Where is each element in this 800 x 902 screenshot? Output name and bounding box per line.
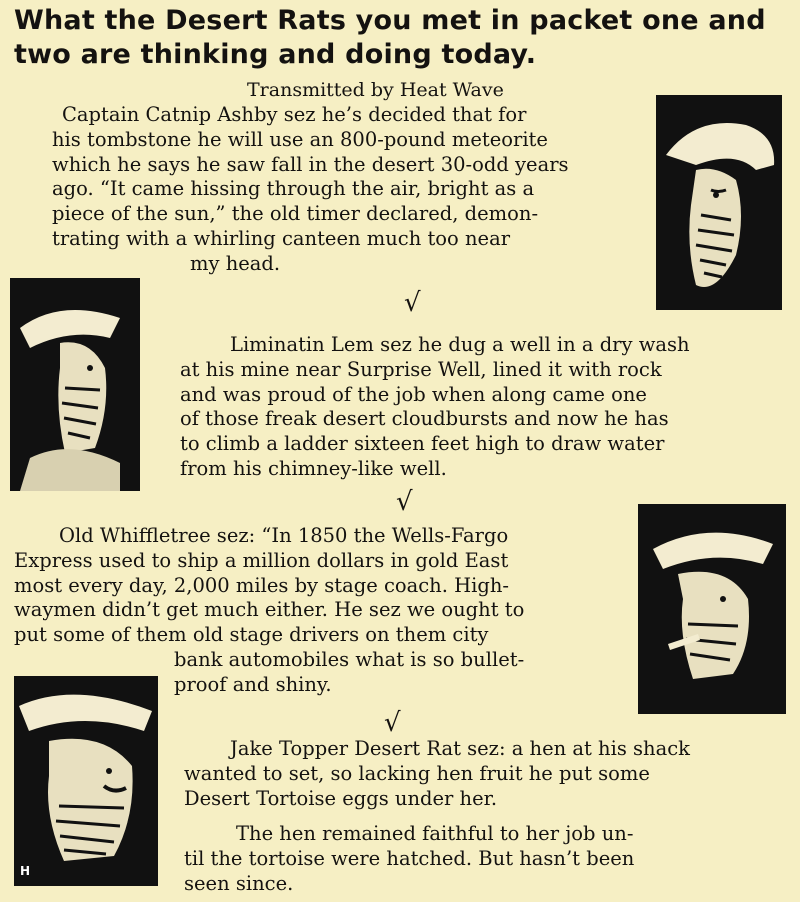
text-line: The hen remained faithful to her job un- <box>236 822 634 845</box>
text-line: wanted to set, so lacking hen fruit he put some <box>184 761 650 785</box>
text-line: proof and shiny. <box>174 672 332 696</box>
text-line: put some of them old stage drivers on them city <box>14 623 489 647</box>
headline: What the Desert Rats you met in packet one and two are thinking and doing today. <box>14 5 766 70</box>
text-line: which he says he saw fall in the desert 30-odd years <box>52 152 569 176</box>
text-line: from his chimney-like well. <box>180 456 447 480</box>
woodcut-portrait-topper <box>14 676 158 886</box>
monogram: H <box>20 864 31 878</box>
check-mark: √ <box>396 487 413 517</box>
text-line: Desert Tortoise eggs under her. <box>184 786 498 810</box>
text-line: Captain Catnip Ashby sez he’s decided that for <box>62 103 527 126</box>
paragraph-whiffletree <box>14 524 620 698</box>
woodcut-portrait-lem <box>10 278 140 491</box>
text-line: piece of the sun,” the old timer declared, demon- <box>52 202 539 226</box>
text-line: at his mine near Surprise Well, lined it with rock <box>180 357 662 381</box>
text-line: most every day, 2,000 miles by stage coach. High- <box>14 573 509 597</box>
woodcut-portrait-ashby <box>656 95 782 310</box>
text-line: seen since. <box>184 871 294 895</box>
woodcut-portrait-whiffletree <box>638 504 786 714</box>
paragraph-hen <box>184 822 734 896</box>
text-line: of those freak desert cloudbursts and now he has <box>180 407 669 431</box>
paragraph-ashby <box>52 103 650 277</box>
text-line: to climb a ladder sixteen feet high to draw water <box>180 432 665 456</box>
text-line: bank automobiles what is so bullet- <box>174 647 525 671</box>
text-line: and was proud of the job when along came one <box>180 382 647 406</box>
text-line: Express used to ship a million dollars in gold East <box>14 548 509 572</box>
text-line: my head. <box>190 251 281 275</box>
byline: Transmitted by Heat Wave <box>247 79 504 101</box>
text-line: trating with a whirling canteen much too near <box>52 226 511 250</box>
paragraph-lem <box>180 333 788 482</box>
text-line: waymen didn’t get much either. He sez we ought to <box>14 598 525 622</box>
text-line: his tombstone he will use an 800-pound meteorite <box>52 127 548 151</box>
text-line: Liminatin Lem sez he dug a well in a dry wash <box>230 333 690 356</box>
paragraph-topper <box>184 737 790 811</box>
text-line: Old Whiffletree sez: “In 1850 the Wells-Fargo <box>59 524 509 547</box>
text-line: Jake Topper Desert Rat sez: a hen at his shack <box>230 737 690 760</box>
check-mark: √ <box>384 708 401 738</box>
text-line: til the tortoise were hatched. But hasn’t been <box>184 846 635 870</box>
check-mark: √ <box>404 288 421 318</box>
text-line: ago. “It came hissing through the air, bright as a <box>52 177 535 201</box>
